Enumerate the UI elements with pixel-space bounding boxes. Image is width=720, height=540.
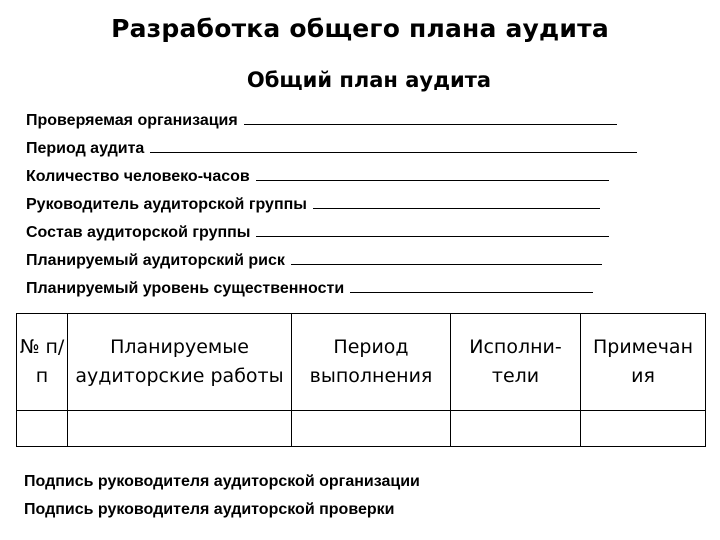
field-blank-line xyxy=(150,137,637,153)
audit-plan-table xyxy=(16,313,706,447)
field-label: Количество человеко-часов xyxy=(26,168,250,185)
field-label: Период аудита xyxy=(26,140,145,157)
field-audit-period xyxy=(26,137,637,159)
field-label: Планируемый уровень существенности xyxy=(26,280,345,297)
header-executors: Исполни- тели xyxy=(451,314,581,411)
slide-title: Разработка общего плана аудита xyxy=(111,14,609,43)
field-team-leader xyxy=(26,193,600,215)
field-label: Проверяемая организация xyxy=(26,112,238,129)
field-audited-organization xyxy=(26,109,617,131)
table-header-row xyxy=(17,314,706,411)
field-team-composition xyxy=(26,221,609,243)
table-cell xyxy=(581,411,706,447)
header-period: Период выполнения xyxy=(292,314,451,411)
field-label: Руководитель аудиторской группы xyxy=(26,196,307,213)
signature-audit-organization-head: Подпись руководителя аудиторской организации xyxy=(24,473,420,490)
table-row xyxy=(17,411,706,447)
table-cell xyxy=(292,411,451,447)
field-blank-line xyxy=(244,109,617,125)
field-label: Планируемый аудиторский риск xyxy=(26,252,285,269)
table-cell xyxy=(17,411,68,447)
header-planned-works: Планируемые аудиторские работы xyxy=(68,314,292,411)
header-notes: Примечан ия xyxy=(581,314,706,411)
table-cell xyxy=(451,411,581,447)
field-blank-line xyxy=(256,165,609,181)
field-label: Состав аудиторской группы xyxy=(26,224,251,241)
field-blank-line xyxy=(291,249,602,265)
plan-subtitle: Общий план аудита xyxy=(246,68,492,92)
field-audit-risk xyxy=(26,249,602,271)
table-cell xyxy=(68,411,292,447)
field-materiality-level xyxy=(26,277,593,299)
field-blank-line xyxy=(256,221,609,237)
field-blank-line xyxy=(313,193,600,209)
field-blank-line xyxy=(350,277,593,293)
header-number: № п/п xyxy=(17,314,68,411)
field-man-hours xyxy=(26,165,609,187)
signature-audit-head: Подпись руководителя аудиторской проверки xyxy=(24,501,395,518)
